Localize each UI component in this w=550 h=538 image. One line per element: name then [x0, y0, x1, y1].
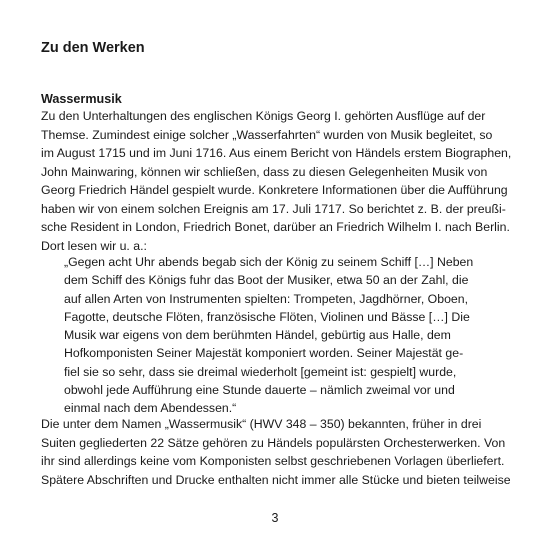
text-line: Die unter dem Namen „Wassermusik“ (HWV 348 – 350) bekannten, früher in drei — [41, 417, 482, 431]
second-paragraph — [41, 415, 513, 489]
quote-line: obwohl jede Aufführung eine Stunde dauerte – nämlich zweimal vor und — [64, 383, 455, 398]
section-heading: Wassermusik — [41, 92, 122, 106]
text-line: sche Resident in London, Friedrich Bonet, darüber an Friedrich Wilhelm I. nach Berlin. — [41, 220, 510, 234]
page-number: 3 — [271, 511, 279, 525]
quote-line: Fagotte, deutsche Flöten, französische Flöten, Violinen und Bässe […] Die — [64, 309, 470, 324]
quote-line: auf allen Arten von Instrumenten spielten: Trompeten, Jagdhörner, Oboen, — [64, 291, 469, 306]
quote-line: einmal nach dem Abendessen.“ — [64, 401, 237, 416]
intro-paragraph — [41, 107, 513, 255]
quote-line: fiel sie so sehr, dass sie dreimal wiederholt [gemeint ist: gespielt] wurde, — [64, 364, 457, 379]
block-quote — [64, 253, 516, 418]
page-title: Zu den Werken — [41, 40, 145, 56]
text-line: Dort lesen wir u. a.: — [41, 238, 147, 253]
text-line: Georg Friedrich Händel gespielt wurde. Konkretere Informationen über die Aufführung — [41, 183, 508, 197]
text-line: Zu den Unterhaltungen des englischen Königs Georg I. gehörten Ausflüge auf der — [41, 109, 486, 123]
text-line: John Mainwaring, können wir schließen, dass zu diesen Gelegenheiten Musik von — [41, 164, 488, 179]
quote-line: „Gegen acht Uhr abends begab sich der König zu seinem Schiff […] Neben — [64, 255, 474, 269]
text-line: ihr sind allerdings keine vom Komponisten selbst geschriebenen Vorlagen überliefert. — [41, 454, 505, 468]
quote-line: dem Schiff des Königs fuhr das Boot der Musiker, etwa 50 an der Zahl, die — [64, 273, 469, 288]
quote-line: Hofkomponisten Seiner Majestät komponiert worden. Seiner Majestät ge- — [64, 346, 464, 361]
quote-line: Musik war eigens von dem berühmten Händel, gebürtig aus Halle, dem — [64, 328, 451, 343]
text-line: Spätere Abschriften und Drucke enthalten nicht immer alle Stücke und bieten teilweise — [41, 472, 511, 487]
text-line: Themse. Zumindest einige solcher „Wasserfahrten“ wurden von Musik begleitet, so — [41, 127, 493, 142]
text-line: Suiten gegliederten 22 Sätze gehören zu Händels populärsten Orchesterwerken. Von — [41, 435, 506, 450]
text-line: haben wir von einem solchen Ereignis am 17. Juli 1717. So berichtet z. B. der preußi- — [41, 201, 506, 216]
text-line: im August 1715 und im Juni 1716. Aus einem Bericht von Händels erstem Biographen, — [41, 146, 512, 160]
